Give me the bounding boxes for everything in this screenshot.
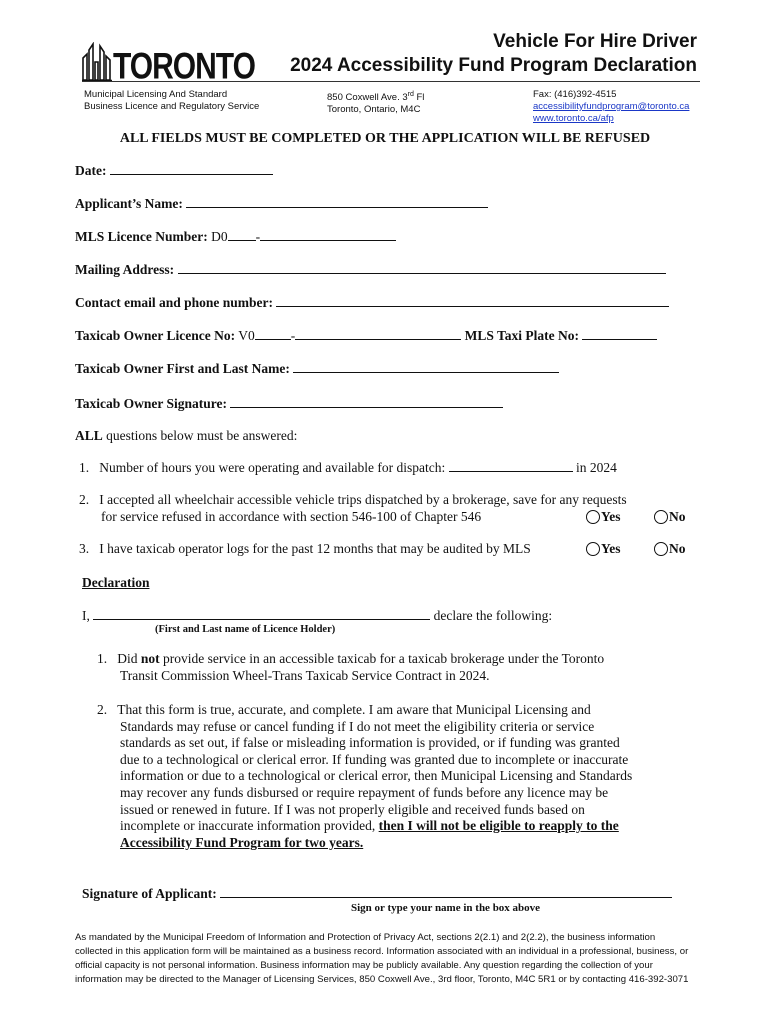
signature-caption: Sign or type your name in the box above (351, 902, 541, 914)
q3-yes-option[interactable]: Yes (586, 540, 621, 557)
q3-yes-radio[interactable] (586, 542, 600, 556)
applicant-signature-input-line[interactable] (220, 885, 672, 898)
hours-input-line[interactable] (449, 459, 573, 472)
date-field: Date: (75, 162, 273, 179)
applicant-signature-field: Signature of Applicant: (82, 885, 672, 902)
applicant-name-input-line[interactable] (186, 195, 488, 208)
owner-name-input-line[interactable] (293, 360, 559, 373)
q3-no-option[interactable]: No (654, 540, 686, 557)
question-2-line2: for service refused in accordance with section 546-100 of Chapter 546 (101, 509, 482, 524)
form-title-line1: Vehicle For Hire Driver (493, 31, 697, 52)
fax-number: Fax: (416)392-4515 (533, 89, 617, 100)
q2-yes-option[interactable]: Yes (586, 508, 621, 525)
declaration-heading: Declaration (82, 575, 150, 590)
declaration-item-1: 1. Did not provide service in an accessible taxicab for a taxicab brokerage under the Toronto Transit Commission Wheel-Trans Taxicab Service Contract in 2024. (97, 651, 605, 683)
holder-name-input-line[interactable] (93, 607, 430, 620)
required-fields-banner: ALL FIELDS MUST BE COMPLETED OR THE APPLICATION WILL BE REFUSED (119, 131, 651, 146)
owner-licence-input-part1[interactable] (255, 327, 291, 340)
date-input-line[interactable] (110, 162, 273, 175)
owner-licence-field: Taxicab Owner Licence No: V0 - MLS Taxi Plate No: (75, 327, 657, 344)
q2-no-radio[interactable] (654, 510, 668, 524)
website-link[interactable]: www.toronto.ca/afp (533, 113, 614, 124)
q2-no-option[interactable]: No (654, 508, 686, 525)
declaration-item-2: 2. That this form is true, accurate, and complete. I am aware that Municipal Licensing and Standards may refuse or cancel funding if I do not meet the eligibility criteria or service standards as set out, if false or misleading information is provided, or if funding was granted due to a technological or clerical error. If funding was granted due to incomplete or inaccurate information or due to a technological or clerical error, then Municipal Licensing and Standards may recover any funds disbursed or require repayment of funds before any licence may be issued or renewed in future. If I was not properly eligible and received funds based on incomplete or inaccurate information provided, then I will not be eligible to reapply to the Accessibility Fund Program for two years. (97, 702, 633, 850)
email-link[interactable]: accessibilityfundprogram@toronto.ca (533, 101, 690, 112)
header-divider (82, 81, 700, 82)
owner-signature-input-line[interactable] (230, 395, 503, 408)
city-hall-icon (82, 42, 112, 82)
mailing-address-field: Mailing Address: (75, 261, 666, 278)
q2-yes-radio[interactable] (586, 510, 600, 524)
owner-name-field: Taxicab Owner First and Last Name: (75, 360, 559, 377)
owner-signature-field: Taxicab Owner Signature: (75, 395, 503, 412)
question-1: 1. Number of hours you were operating and available for dispatch: in 2024 (79, 460, 617, 475)
plate-input-line[interactable] (582, 327, 657, 340)
logo-wordmark: TORONTO (113, 46, 255, 88)
contact-input-line[interactable] (276, 294, 669, 307)
contact-info (533, 89, 689, 125)
privacy-notice: As mandated by the Municipal Freedom of Information and Protection of Privacy Act, sections 2(2.1) and 2(2.2), the business information collected in this application form will be maintained as a business record. Information associated with an individual in a professional, business, or official capacity is not personal information. Business information may be publicly available. Any question regarding the collection of your information may be directed to the Manager of Licensing Services, 850 Coxwell Ave., 3rd floor, Toronto, M4C 5R1 or by contacting 416-392-3071 (75, 932, 689, 985)
owner-licence-input-part2[interactable] (295, 327, 461, 340)
department-info: Municipal Licensing And Standard Business Licence and Regulatory Service (84, 89, 260, 112)
address-info: 850 Coxwell Ave. 3rd Fl Toronto, Ontario, M4C (327, 91, 425, 116)
mailing-address-input-line[interactable] (178, 261, 666, 274)
holder-name-caption: (First and Last name of Licence Holder) (155, 624, 336, 635)
form-title-line2: 2024 Accessibility Fund Program Declaration (290, 55, 697, 76)
q3-no-radio[interactable] (654, 542, 668, 556)
mls-licence-input-part2[interactable] (260, 228, 396, 241)
question-3: 3. I have taxicab operator logs for the past 12 months that may be audited by MLS (79, 541, 531, 556)
contact-field: Contact email and phone number: (75, 294, 669, 311)
mls-licence-field: MLS Licence Number: D0 - (75, 228, 396, 245)
mls-licence-input-part1[interactable] (228, 228, 256, 241)
applicant-name-field: Applicant’s Name: (75, 195, 488, 212)
question-2: 2. I accepted all wheelchair accessible vehicle trips dispatched by a brokerage, save for any requests (79, 492, 627, 507)
declaration-name-field: I, declare the following: (82, 608, 553, 623)
questions-intro: ALL questions below must be answered: (75, 428, 298, 443)
